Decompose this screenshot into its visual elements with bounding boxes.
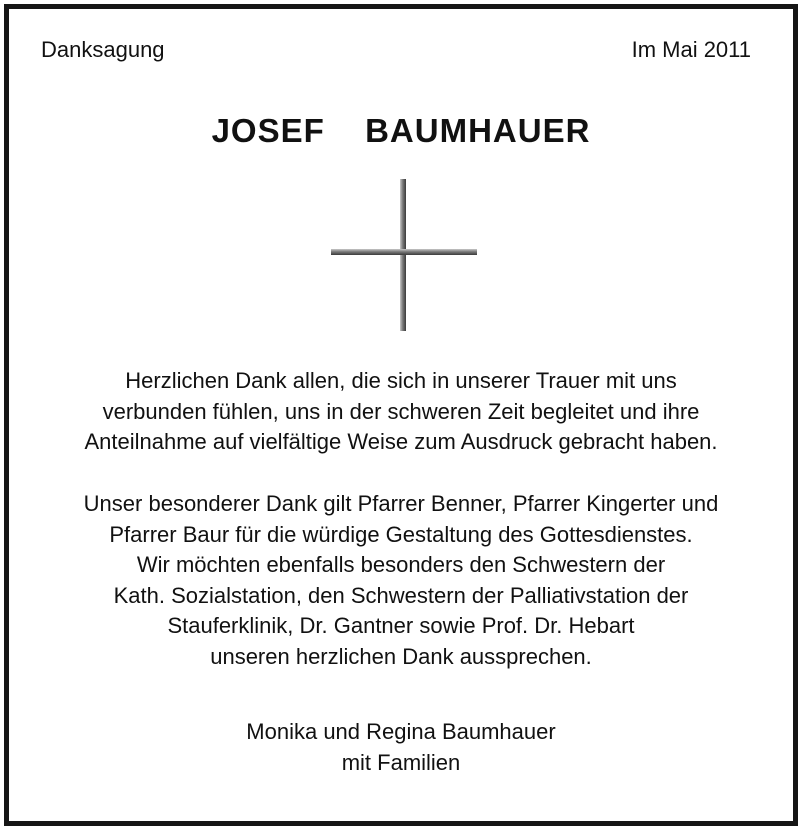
- cross-icon: [331, 179, 477, 331]
- text-line: Pfarrer Baur für die würdige Gestaltung des Gottesdienstes.: [109, 521, 693, 547]
- deceased-name: JOSEF BAUMHAUER: [211, 112, 591, 149]
- text-line: Anteilnahme auf vielfältige Weise zum Ausdruck gebracht haben.: [84, 429, 718, 454]
- signature-family: mit Familien: [341, 749, 461, 775]
- special-thanks-paragraph: [9, 489, 793, 672]
- text-line: Stauferklinik, Dr. Gantner sowie Prof. Dr. Hebart: [167, 613, 635, 638]
- header-row: [41, 37, 751, 63]
- notice-date: Im Mai 2011: [631, 37, 751, 62]
- text-line: Unser besonderer Dank gilt Pfarrer Benner, Pfarrer Kingerter und: [83, 491, 719, 516]
- notice-frame: [4, 4, 798, 826]
- text-line: Kath. Sozialstation, den Schwestern der Palliativstation der: [113, 582, 689, 608]
- thanks-paragraph: [9, 366, 793, 458]
- text-line: Wir möchten ebenfalls besonders den Schwestern der: [136, 552, 666, 577]
- notice-type-label: Danksagung: [41, 37, 165, 62]
- signature-names: Monika und Regina Baumhauer: [246, 719, 556, 744]
- text-line: verbunden fühlen, uns in der schweren Zeit begleitet und ihre: [102, 398, 700, 424]
- signature: [9, 717, 793, 778]
- text-line: unseren herzlichen Dank aussprechen.: [210, 643, 592, 669]
- text-line: Herzlichen Dank allen, die sich in unserer Trauer mit uns: [125, 368, 677, 393]
